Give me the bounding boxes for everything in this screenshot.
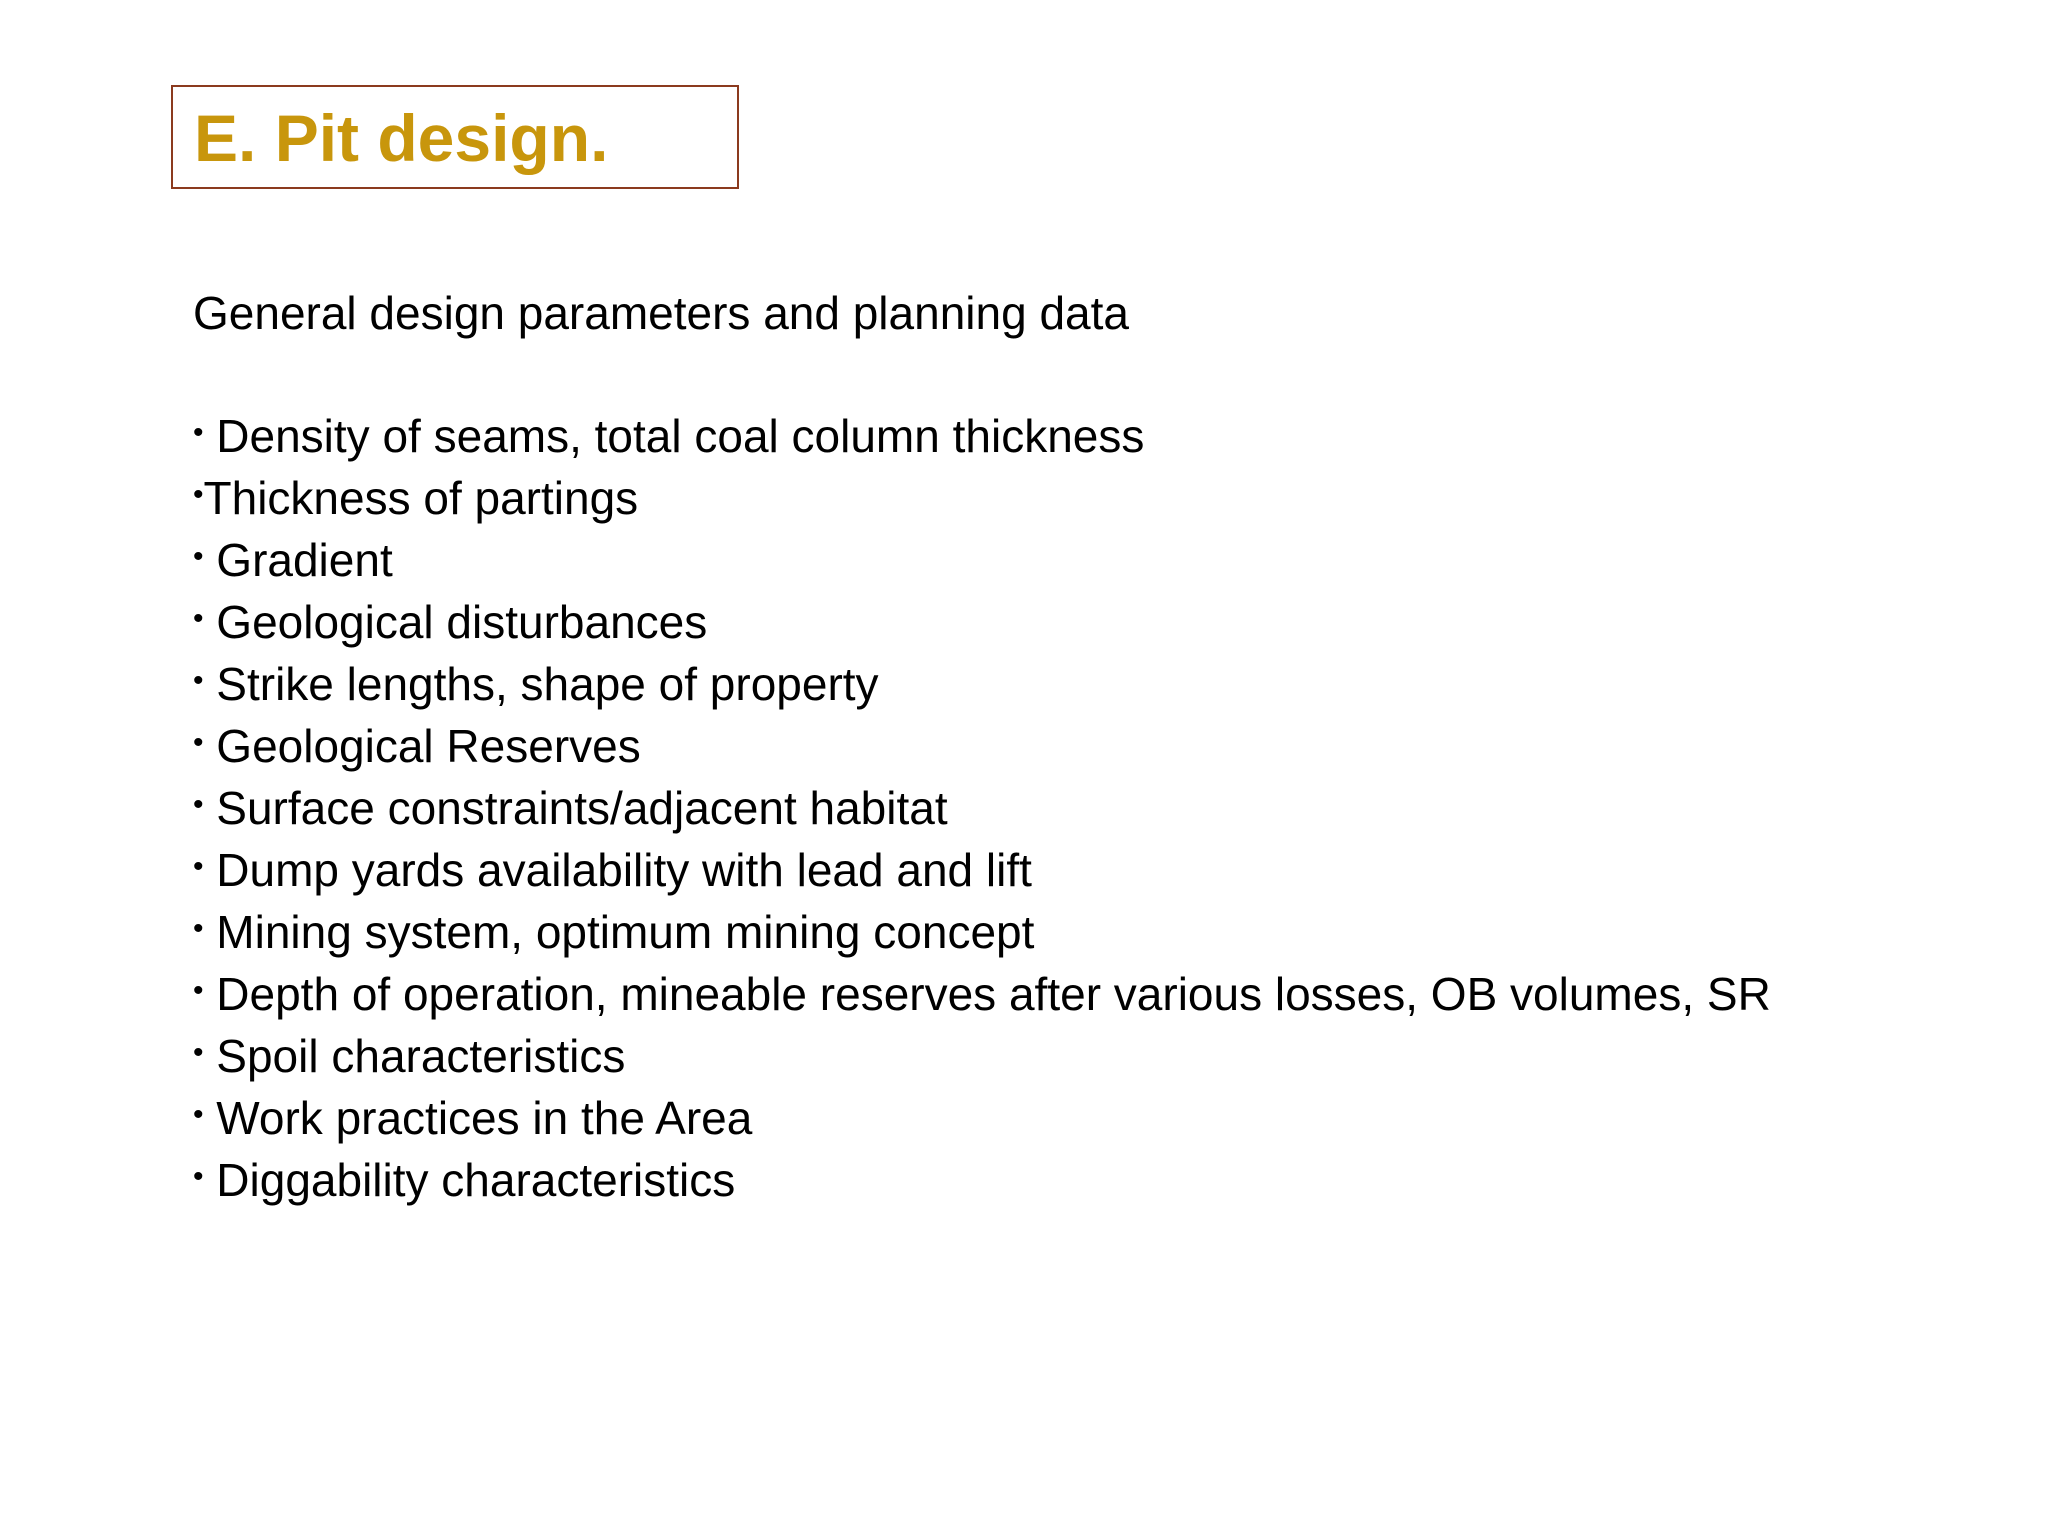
title-box (171, 85, 739, 189)
intro-text: General design parameters and planning data (193, 287, 1129, 339)
bullet-dot: • (193, 974, 204, 1007)
bullet-dot: • (193, 1160, 204, 1193)
bullet-list (193, 410, 1771, 1219)
slide-title: E. Pit design. (194, 101, 609, 175)
bullet-text: Dump yards availability with lead and lift (216, 844, 1032, 896)
bullet-dot: • (193, 1098, 204, 1131)
bullet-text: Density of seams, total coal column thickness (216, 410, 1145, 462)
bullet-text: Mining system, optimum mining concept (216, 906, 1035, 958)
bullet-item (193, 906, 1771, 971)
bullet-item (193, 534, 1771, 599)
bullet-item (193, 720, 1771, 785)
bullet-text: Depth of operation, mineable reserves after various losses, OB volumes, SR (216, 968, 1771, 1020)
bullet-item (193, 1030, 1771, 1095)
bullet-item (193, 844, 1771, 909)
bullet-text: Geological Reserves (216, 720, 641, 772)
bullet-item (193, 1154, 1771, 1219)
bullet-item (193, 658, 1771, 723)
bullet-text: Diggability characteristics (216, 1154, 736, 1206)
bullet-item (193, 410, 1771, 475)
bullet-dot: • (193, 912, 204, 945)
bullet-item (193, 968, 1771, 1033)
bullet-dot: • (193, 478, 204, 511)
bullet-text: Thickness of partings (203, 472, 639, 524)
bullet-dot: • (193, 1036, 204, 1069)
bullet-text: Geological disturbances (216, 596, 708, 648)
bullet-dot: • (193, 416, 204, 449)
bullet-item (193, 782, 1771, 847)
bullet-item (193, 596, 1771, 661)
bullet-text: Gradient (216, 534, 393, 586)
bullet-dot: • (193, 540, 204, 573)
bullet-dot: • (193, 664, 204, 697)
bullet-text: Work practices in the Area (216, 1092, 753, 1144)
bullet-item (193, 1092, 1771, 1157)
bullet-dot: • (193, 788, 204, 821)
bullet-dot: • (193, 850, 204, 883)
bullet-text: Spoil characteristics (216, 1030, 626, 1082)
bullet-item (193, 472, 1771, 537)
bullet-text: Strike lengths, shape of property (216, 658, 879, 710)
bullet-dot: • (193, 726, 204, 759)
bullet-dot: • (193, 602, 204, 635)
bullet-text: Surface constraints/adjacent habitat (216, 782, 948, 834)
